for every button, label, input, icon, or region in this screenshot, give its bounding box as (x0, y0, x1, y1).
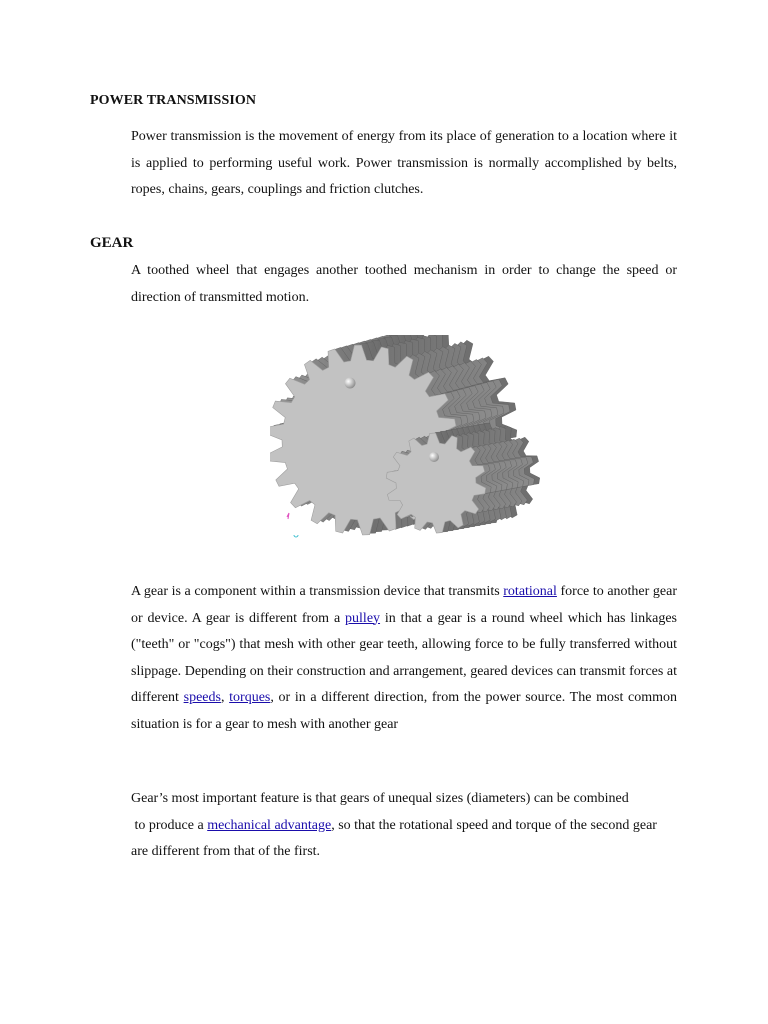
gear-description-paragraph (131, 579, 677, 739)
gears-illustration (270, 335, 540, 550)
gear-text-5: , or in a different direction, from the power source. The most common situation is for a gear to mesh with another gear (131, 690, 678, 732)
power-transmission-heading: POWER TRANSMISSION (90, 93, 257, 108)
axis-marker-icon (287, 513, 289, 519)
gear-feature-paragraph (131, 786, 677, 866)
small-gear-pin (429, 452, 439, 462)
large-gear-pin (345, 378, 356, 389)
link-torques[interactable]: torques (229, 690, 271, 706)
power-transmission-paragraph: Power transmission is the movement of energy from its place of generation to a location where it is applied to performing useful work. Power transmission is normally accomplished by belts, ropes, chains, gears, couplings and friction clutches. (131, 129, 677, 198)
gear-heading: GEAR (90, 235, 134, 251)
link-pulley[interactable]: pulley (345, 610, 381, 626)
gear-text-1: A gear is a component within a transmission device that transmits (131, 584, 504, 599)
feature-text-3: , so that the rotational speed and torque of the second gear are different from that of the first. (131, 817, 657, 860)
gear-definition-paragraph: A toothed wheel that engages another toothed mechanism in order to change the speed or direction of transmitted motion. (131, 263, 677, 305)
link-rotational[interactable]: rotational (503, 584, 557, 599)
feature-text-1: Gear’s most important feature is that gears of unequal sizes (diameters) can be combined (131, 791, 629, 806)
gear-text-3: in that a gear is a round wheel which has linkages ("teeth" or "cogs") that mesh with other gear teeth, allowing force to be fully transferred without slippage. Depending on their construction and arrangement, geared devices can transmit forces at different (131, 610, 678, 706)
axis-marker-icon-2 (294, 535, 298, 537)
gear-text-2: force to another gear or device. A gear is different from a (131, 584, 677, 626)
link-speeds[interactable]: speeds (183, 690, 221, 706)
feature-text-2: to produce a (131, 817, 208, 833)
gear-text-4: , (220, 690, 230, 706)
link-mechanical-advantage[interactable]: mechanical advantage (207, 817, 332, 833)
